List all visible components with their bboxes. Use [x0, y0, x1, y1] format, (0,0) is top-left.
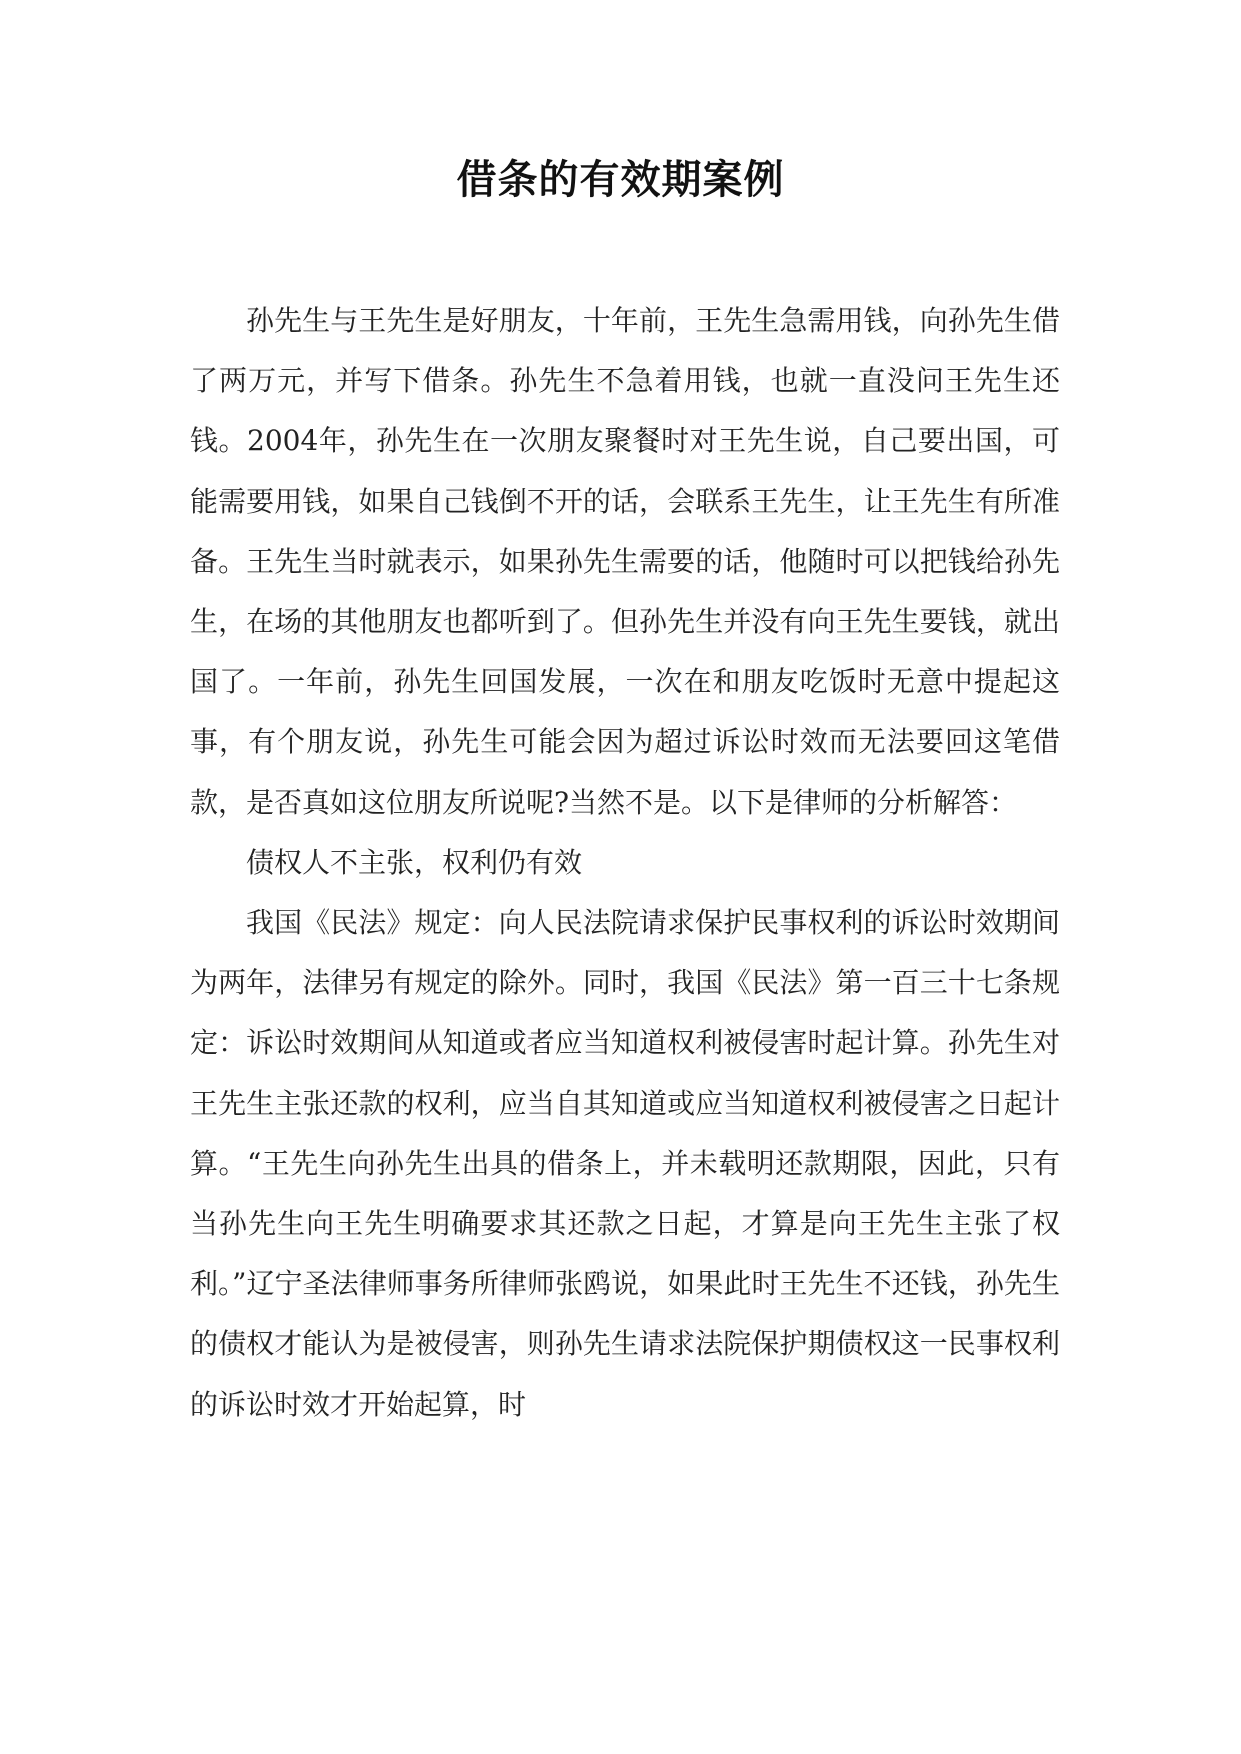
paragraph-background: 孙先生与王先生是好朋友，十年前，王先生急需用钱，向孙先生借了两万元，并写下借条。孙先生不急着用钱，也就一直没问王先生还钱。2004年，孙先生在一次朋友聚餐时对王先生说，自己要出国，可能需要用钱，如果自己钱倒不开的话，会联系王先生，让王先生有所准备。王先生当时就表示，如果孙先生需要的话，他随时可以把钱给孙先生，在场的其他朋友也都听到了。但孙先生并没有向王先生要钱，就出国了。一年前，孙先生回国发展，一次在和朋友吃饭时无意中提起这事，有个朋友说，孙先生可能会因为超过诉讼时效而无法要回这笔借款，是否真如这位朋友所说呢?当然不是。以下是律师的分析解答：: [190, 304, 1060, 819]
paragraph-subheading: 债权人不主张，权利仍有效: [246, 845, 583, 879]
document-title: 借条的有效期案例: [456, 157, 785, 203]
paragraph-legal-analysis: 我国《民法》规定：向人民法院请求保护民事权利的诉讼时效期间为两年，法律另有规定的除外。同时，我国《民法》第一百三十七条规定：诉讼时效期间从知道或者应当知道权利被侵害时起计算。孙先生对王先生主张还款的权利，应当自其知道或应当知道权利被侵害之日起计算。“王先生向孙先生出具的借条上，并未载明还款期限，因此，只有当孙先生向王先生明确要求其还款之日起，才算是向王先生主张了权利。”辽宁圣法律师事务所律师张鸥说，如果此时王先生不还钱，孙先生的债权才能认为是被侵害，则孙先生请求法院保护期债权这一民事权利的诉讼时效才开始起算，时: [190, 906, 1060, 1421]
document-body: [190, 291, 1060, 1435]
